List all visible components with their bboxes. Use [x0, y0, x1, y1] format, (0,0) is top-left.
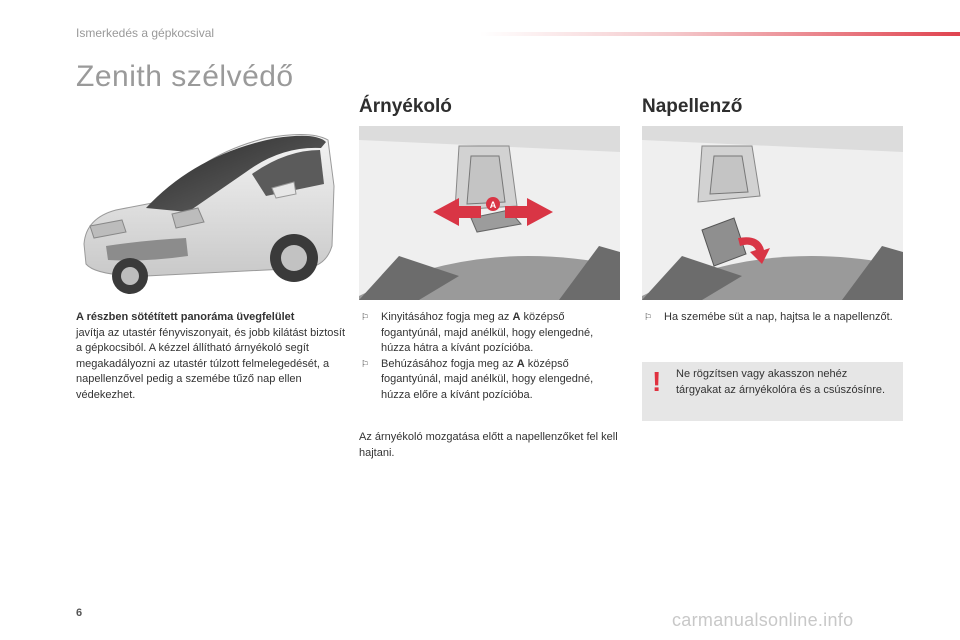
page-title: Zenith szélvédő	[76, 60, 294, 93]
intro-text: javítja az utastér fényviszonyait, és jobb kilátást biztosít a gépkocsiból. A kézzel állítható árnyékoló segít megakadályozni az utastér túlzott felmelegedését, a napellenzővel pedig a szemébe tűző nap ellen védekezhet.	[76, 326, 346, 401]
visor-bullet: ⚐ Ha szemébe süt a nap, hajtsa le a napellenzőt.	[642, 310, 904, 326]
bullet-flag-icon: ⚐	[361, 358, 370, 369]
shade-illustration	[359, 126, 620, 300]
intro-bold: A részben sötétített panoráma üvegfelület	[76, 311, 295, 323]
shade-instructions	[359, 310, 624, 403]
header-accent-bar	[480, 32, 960, 36]
shade-heading: Árnyékoló	[359, 96, 452, 117]
watermark: carmanualsonline.info	[672, 610, 854, 630]
warning-text: Ne rögzítsen vagy akasszon nehéz tárgyakat az árnyékolóra és a csúszósínre.	[676, 368, 886, 396]
warning-icon: !	[652, 366, 662, 397]
shade-bullet-open: ⚐ Kinyitásához fogja meg az A középső fogantyúnál, majd anélkül, hogy elengedné, húzza hátra a kívánt pozícióba.	[361, 311, 594, 354]
intro-paragraph	[76, 310, 346, 403]
callout-a-label: A	[489, 200, 497, 210]
page-number: 6	[76, 607, 83, 619]
bullet-flag-icon: ⚐	[361, 312, 370, 322]
shade-note: Az árnyékoló mozgatása előtt a napellenzőket fel kell hajtani.	[359, 431, 618, 459]
warning-box	[642, 362, 903, 421]
bullet-flag-icon: ⚐	[644, 312, 653, 322]
section-header: Ismerkedés a gépkocsival	[76, 26, 215, 40]
visor-heading: Napellenző	[642, 96, 743, 117]
visor-illustration	[642, 126, 903, 300]
visor-instructions	[642, 310, 904, 326]
shade-bullet-close: ⚐ Behúzásához fogja meg az A középső fogantyúnál, majd anélkül, hogy elengedné, húzza előre a kívánt pozícióba.	[361, 357, 594, 401]
car-illustration	[76, 126, 338, 298]
